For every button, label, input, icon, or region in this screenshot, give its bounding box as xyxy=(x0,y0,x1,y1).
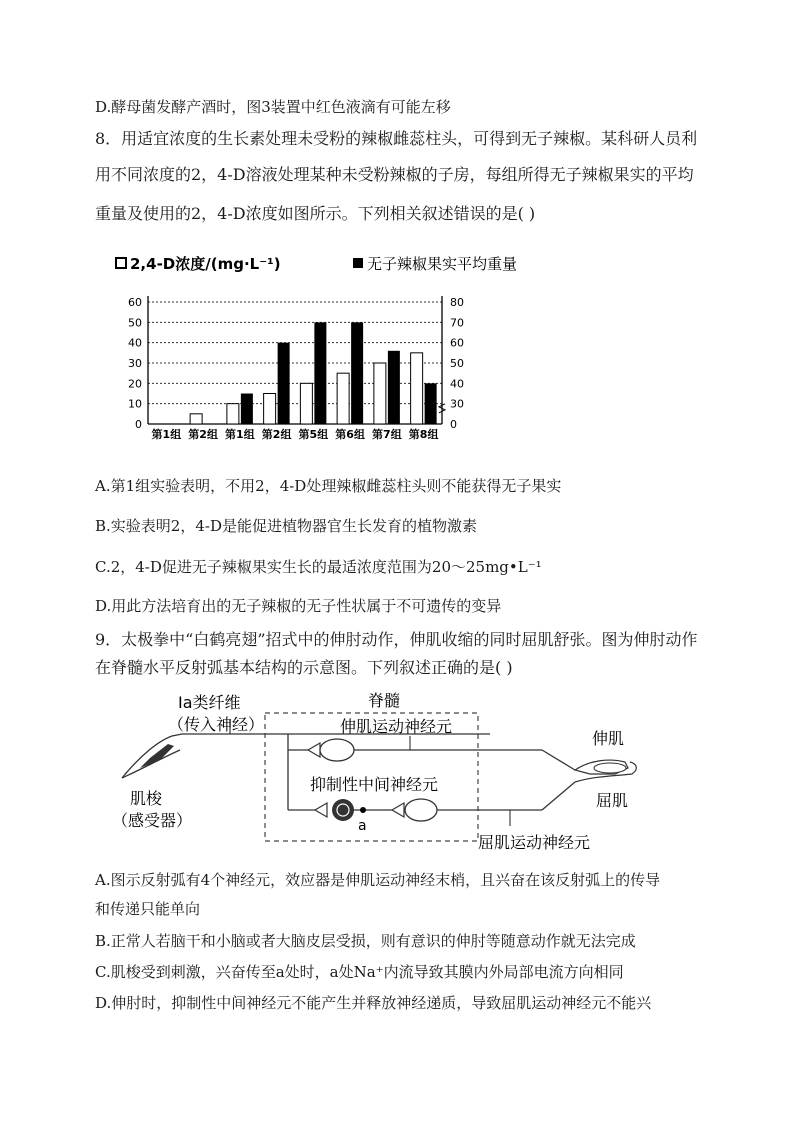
x-tick-label: 第6组 xyxy=(335,428,365,441)
y-right-tick-label: 40 xyxy=(450,377,464,391)
label-afferent: （传入神经） xyxy=(168,715,265,734)
point-a-dot xyxy=(360,807,366,813)
y-left-tick-label: 10 xyxy=(128,397,142,411)
label-receptor: （感受器） xyxy=(112,811,193,830)
y-right-tick-label: 60 xyxy=(450,336,464,350)
label-muscle-spindle: 肌梭 xyxy=(130,789,163,808)
label-flexor: 屈肌 xyxy=(596,791,629,810)
x-tick-label: 第1组 xyxy=(225,428,255,441)
afferent-fiber xyxy=(122,734,490,778)
question-9-stem: 在脊髓水平反射弧基本结构的示意图。下列叙述正确的是( ) xyxy=(95,658,513,677)
legend-hollow-swatch xyxy=(116,258,126,268)
option-c: C.2，4-D促进无子辣椒果实生长的最适浓度范围为20～25mg•L⁻¹ xyxy=(95,558,542,576)
legend-right-label: 无子辣椒果实平均重量 xyxy=(367,255,518,273)
axis-break-mark xyxy=(439,404,445,413)
option-a: A.第1组实验表明，不用2，4-D处理辣椒雌蕊柱头则不能获得无子果实 xyxy=(95,477,562,495)
bar-weight xyxy=(425,383,437,424)
bar-weight xyxy=(241,394,253,425)
option-b: B.实验表明2，4-D是能促进植物器官生长发育的植物激素 xyxy=(95,517,477,535)
inhibitory-interneuron-body xyxy=(332,799,354,821)
question-8-stem: 8．用适宜浓度的生长素处理未受粉的辣椒雌蕊柱头，可得到无子辣椒。某科研人员利 xyxy=(95,129,698,148)
x-tick-label: 第2组 xyxy=(188,428,218,441)
y-left-tick-label: 50 xyxy=(128,316,142,330)
y-left-tick-label: 30 xyxy=(128,357,142,370)
bar-weight xyxy=(314,322,326,424)
reflex-arc-diagram xyxy=(110,686,670,856)
option-a: A.图示反射弧有4个神经元，效应器是伸肌运动神经末梢，且兴奋在该反射弧上的传导 xyxy=(95,871,661,889)
y-left-tick-label: 60 xyxy=(128,296,142,309)
text-line: D.酵母菌发酵产酒时，图3装置中红色液滴有可能左移 xyxy=(95,98,451,116)
question-9-stem: 9．太极拳中“白鹤亮翅”招式中的伸肘动作，伸肌收缩的同时屈肌舒张。图为伸肘动作 xyxy=(95,630,698,649)
y-right-tick-label: 70 xyxy=(450,316,464,330)
label-flexor-motor-neuron: 屈肌运动神经元 xyxy=(478,833,591,852)
bar-concentration xyxy=(264,394,276,425)
flexor-motor-neuron-body xyxy=(405,799,437,821)
label-spinal-cord: 脊髓 xyxy=(368,691,401,710)
option-c: C.肌梭受到刺激，兴奋传至a处时，a处Na⁺内流导致其膜内外局部电流方向相同 xyxy=(95,963,624,981)
option-d: D.用此方法培育出的无子辣椒的无子性状属于不可遗传的变异 xyxy=(95,597,502,615)
label-extensor-motor-neuron: 伸肌运动神经元 xyxy=(340,717,453,736)
y-right-tick-label: 50 xyxy=(450,357,464,370)
x-tick-label: 第1组 xyxy=(151,428,182,441)
muscle-spindle-icon xyxy=(140,744,174,768)
label-ia-fiber: Ia类纤维 xyxy=(178,693,241,712)
legend-filled-swatch xyxy=(353,258,363,268)
bar-weight xyxy=(388,351,400,424)
label-extensor: 伸肌 xyxy=(592,729,625,748)
y-right-tick-label: 80 xyxy=(450,296,464,309)
synapse-icon xyxy=(308,743,320,757)
x-tick-label: 第7组 xyxy=(372,428,402,441)
x-tick-label: 第5组 xyxy=(298,428,329,441)
label-inhibitory-interneuron: 抑制性中间神经元 xyxy=(310,775,439,794)
bar-chart xyxy=(110,248,580,448)
x-tick-label: 第8组 xyxy=(408,428,439,441)
bar-concentration xyxy=(337,373,349,424)
y-right-tick-label: 30 xyxy=(450,397,464,411)
bar-weight xyxy=(351,322,363,424)
bar-concentration xyxy=(300,383,312,424)
bar-concentration xyxy=(190,414,202,424)
bar-concentration xyxy=(227,404,239,424)
y-left-tick-label: 0 xyxy=(135,418,142,431)
bar-weight xyxy=(278,343,290,424)
bar-concentration xyxy=(374,363,386,424)
legend-left-label: 2,4-D浓度/(mg·L⁻¹) xyxy=(130,255,281,273)
option-a-cont: 和传递只能单向 xyxy=(95,900,201,918)
option-d: D.伸肘时，抑制性中间神经元不能产生并释放神经递质，导致屈肌运动神经元不能兴 xyxy=(95,994,652,1012)
x-tick-label: 第2组 xyxy=(261,428,292,441)
label-point-a: a xyxy=(358,818,367,834)
question-8-stem: 重量及使用的2，4-D浓度如图所示。下列相关叙述错误的是( ) xyxy=(95,204,536,223)
y-left-tick-label: 20 xyxy=(128,377,142,391)
bar-concentration xyxy=(411,353,423,424)
extensor-motor-neuron-body xyxy=(320,739,354,761)
question-8-stem: 用不同浓度的2，4-D溶液处理某种未受粉辣椒的子房，每组所得无子辣椒果实的平均 xyxy=(95,165,694,184)
option-b: B.正常人若脑干和小脑或者大脑皮层受损，则有意识的伸肘等随意动作就无法完成 xyxy=(95,932,636,950)
synapse-icon xyxy=(315,803,327,817)
y-right-tick-label: 0 xyxy=(450,418,457,431)
y-left-tick-label: 40 xyxy=(128,336,142,350)
